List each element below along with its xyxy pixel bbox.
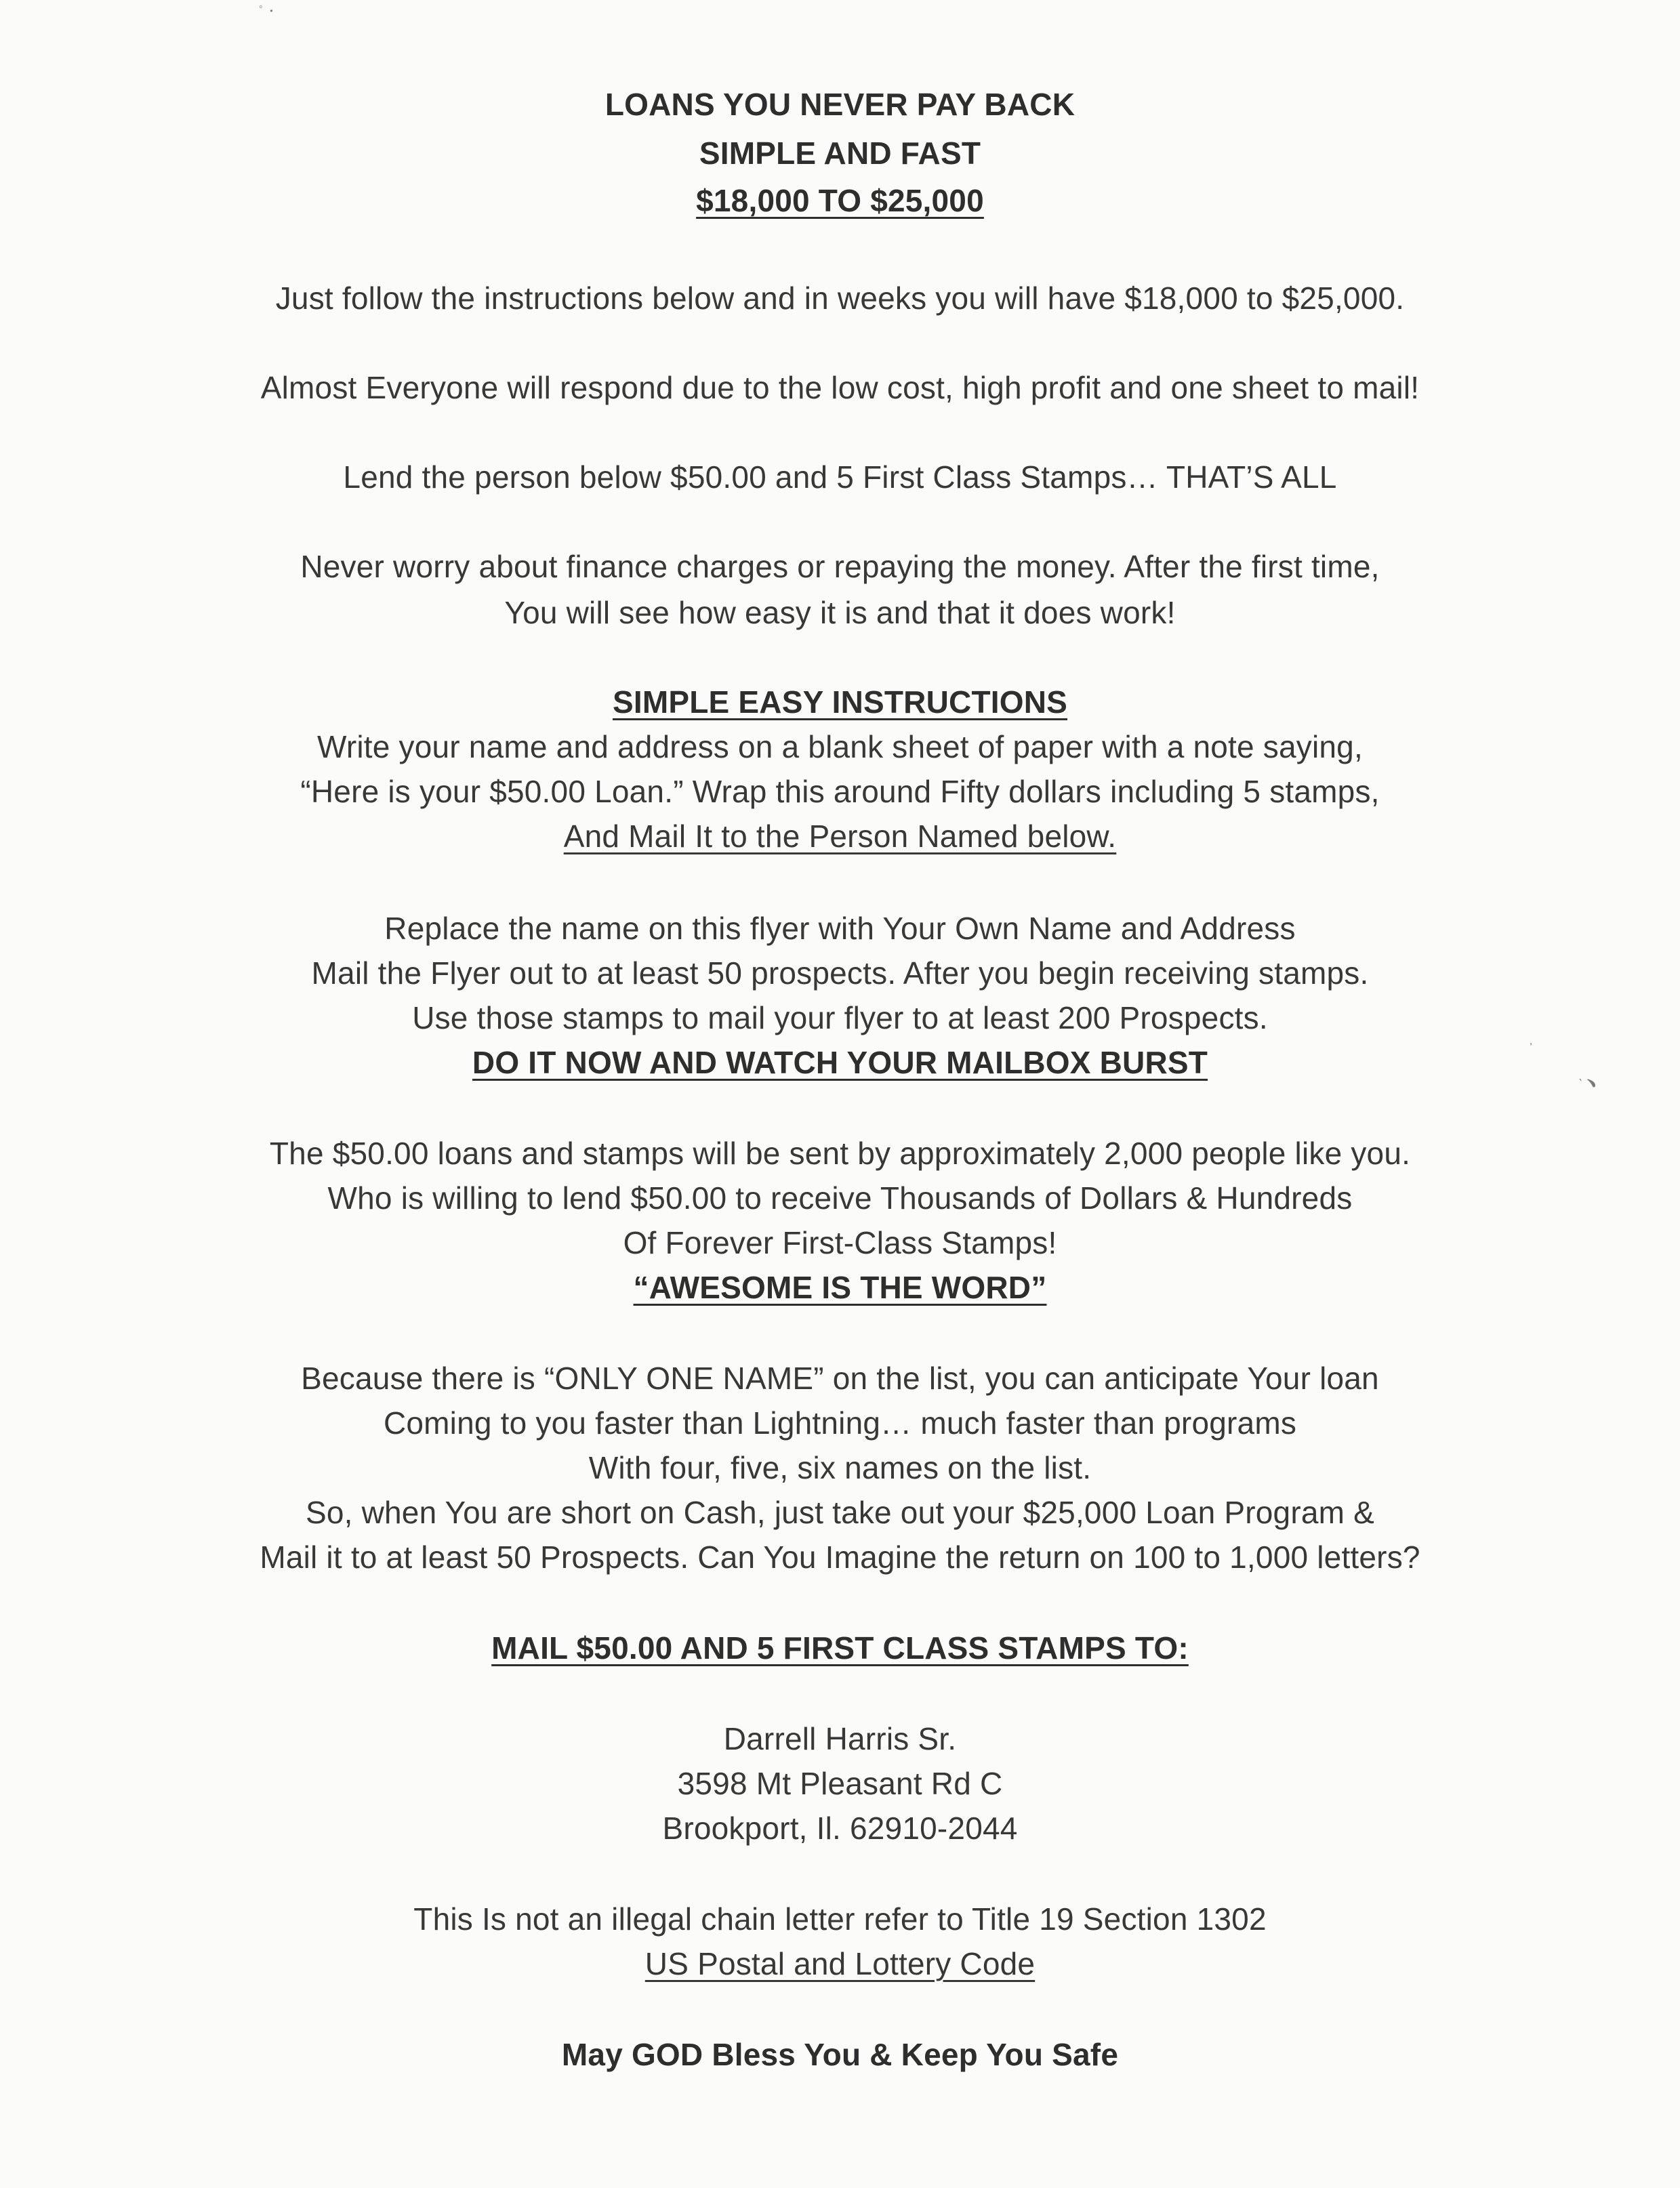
intro-paragraph-4-line-2: You will see how easy it is and that it does work!	[504, 595, 1176, 630]
replace-line-1: Replace the name on this flyer with Your Own Name and Address	[384, 911, 1296, 946]
instructions-line-3	[169, 816, 1511, 856]
loans-line-3: Of Forever First-Class Stamps!	[623, 1225, 1057, 1260]
intro-paragraph-4-line-1: Never worry about finance charges or repaying the money. After the first time,	[300, 549, 1380, 584]
onename-line-1: Because there is “ONLY ONE NAME” on the list, you can anticipate Your loan	[301, 1361, 1379, 1396]
closing-blessing: May GOD Bless You & Keep You Safe	[561, 2037, 1119, 2072]
onename-line-5: Mail it to at least 50 Prospects. Can You Imagine the return on 100 to 1,000 letters?	[260, 1540, 1420, 1575]
title-line-2: SIMPLE AND FAST	[699, 136, 981, 171]
instructions-line-3-text: And Mail It to the Person Named below.	[563, 819, 1117, 854]
scan-speck-right-lower: ‵ ﹅	[1579, 1077, 1598, 1090]
intro-paragraph-2: Almost Everyone will respond due to the low cost, high profit and one sheet to mail!	[260, 370, 1420, 405]
scan-speck-top-left: ﾟ ･	[259, 5, 275, 18]
title-amount: $18,000 TO $25,000	[696, 183, 984, 218]
instructions-line-1: Write your name and address on a blank sheet of paper with a note saying,	[317, 729, 1363, 764]
instructions-heading-text: SIMPLE EASY INSTRUCTIONS	[612, 684, 1068, 720]
onename-line-3: With four, five, six names on the list.	[588, 1450, 1092, 1485]
title-line-3	[169, 180, 1511, 221]
mailto-street: 3598 Mt Pleasant Rd C	[677, 1766, 1003, 1801]
title-line-1: LOANS YOU NEVER PAY BACK	[605, 87, 1075, 122]
loans-callout-text: “AWESOME IS THE WORD”	[633, 1270, 1047, 1305]
replace-callout	[169, 1042, 1511, 1083]
legal-line-1: This Is not an illegal chain letter refer to Title 19 Section 1302	[413, 1901, 1267, 1937]
legal-line-2-text: US Postal and Lottery Code	[644, 1946, 1036, 1981]
scan-speck-right: ᾽	[1529, 1041, 1533, 1055]
replace-line-3: Use those stamps to mail your flyer to at least 200 Prospects.	[412, 1000, 1268, 1035]
replace-callout-text: DO IT NOW AND WATCH YOUR MAILBOX BURST	[472, 1045, 1208, 1080]
onename-line-2: Coming to you faster than Lightning… much faster than programs	[383, 1405, 1297, 1441]
instructions-heading	[169, 682, 1511, 722]
mailto-heading-text: MAIL $50.00 AND 5 FIRST CLASS STAMPS TO:	[491, 1630, 1189, 1666]
mailto-heading	[169, 1628, 1511, 1668]
intro-paragraph-1: Just follow the instructions below and in weeks you will have $18,000 to $25,000.	[275, 281, 1405, 316]
loans-line-1: The $50.00 loans and stamps will be sent by approximately 2,000 people like you.	[269, 1136, 1411, 1171]
intro-paragraph-3: Lend the person below $50.00 and 5 First Class Stamps… THAT’S ALL	[343, 459, 1337, 495]
loans-callout	[169, 1267, 1511, 1308]
mailto-name: Darrell Harris Sr.	[723, 1721, 957, 1756]
instructions-line-2: “Here is your $50.00 Loan.” Wrap this around Fifty dollars including 5 stamps,	[300, 774, 1380, 809]
onename-line-4: So, when You are short on Cash, just take out your $25,000 Loan Program &	[305, 1495, 1375, 1530]
replace-line-2: Mail the Flyer out to at least 50 prospects. After you begin receiving stamps.	[311, 955, 1369, 991]
mailto-city: Brookport, Il. 62910-2044	[662, 1811, 1018, 1846]
loans-line-2: Who is willing to lend $50.00 to receive Thousands of Dollars & Hundreds	[327, 1180, 1353, 1216]
legal-line-2	[169, 1943, 1511, 1984]
